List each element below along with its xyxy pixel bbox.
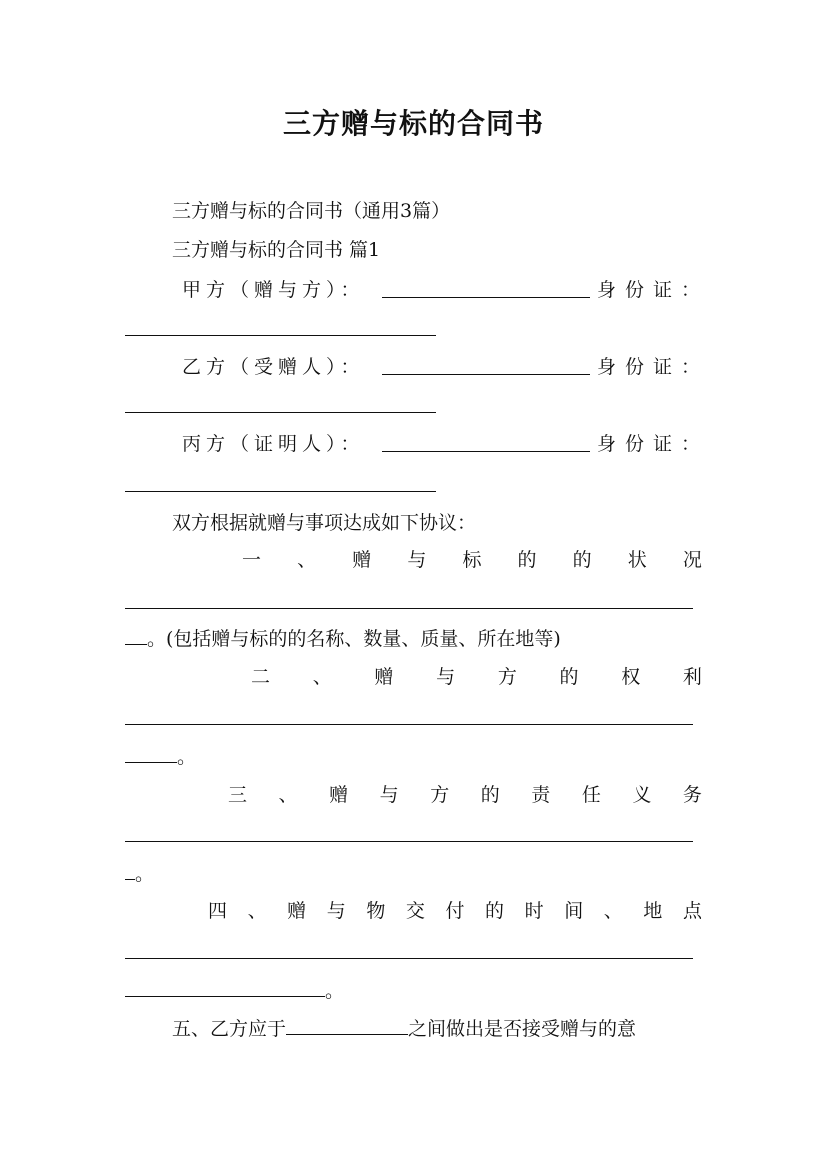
item-4-tail-blank (125, 976, 325, 997)
party-c-label: 丙方（证明人）： (182, 433, 365, 455)
document-subtitle: 三方赠与标的合同书（通用3篇） (172, 200, 451, 222)
item4-char: 赠 (287, 900, 307, 922)
item1-char: 、 (297, 549, 317, 571)
item-4-end: 。 (325, 980, 345, 1002)
item2-char: 的 (559, 666, 579, 688)
item4-char: 交 (405, 900, 425, 922)
item1-char: 标 (462, 549, 482, 571)
party-c-id-label: 身份证： (597, 433, 710, 455)
item4-char: 地 (643, 900, 663, 922)
item-4-blank (125, 958, 693, 959)
item2-char: 方 (497, 666, 517, 688)
part-heading: 三方赠与标的合同书 篇1 (172, 239, 381, 261)
item2-char: 权 (621, 666, 641, 688)
party-a-label: 甲方（赠与方）： (182, 279, 365, 301)
party-c-id-blank (125, 491, 436, 492)
item1-char: 况 (682, 549, 702, 571)
party-c-blank (382, 451, 590, 452)
party-a-blank (382, 297, 590, 298)
item4-char: 、 (603, 900, 623, 922)
item4-char: 点 (682, 900, 702, 922)
document-title: 三方赠与标的合同书 (282, 107, 544, 140)
item4-char: 与 (326, 900, 346, 922)
item-2-heading (251, 662, 702, 692)
party-b-id-label: 身份证： (597, 356, 710, 378)
item4-char: 付 (445, 900, 465, 922)
item4-char: 间 (564, 900, 584, 922)
item-1-tail-blank (125, 624, 147, 645)
item-3-blank (125, 841, 693, 842)
item-2-tail (125, 742, 196, 772)
item-3-tail-blank (125, 859, 135, 880)
item4-char: 物 (366, 900, 386, 922)
item3-char: 任 (581, 784, 601, 806)
item3-char: 三 (228, 784, 248, 806)
item4-char: 的 (485, 900, 505, 922)
item-3-heading (228, 780, 702, 810)
item-1-note: 。(包括赠与标的的名称、数量、质量、所在地等) (147, 628, 561, 650)
party-a-id-blank (125, 335, 436, 336)
item2-char: 与 (436, 666, 456, 688)
party-b-id-blank (125, 412, 436, 413)
item-1-blank (125, 608, 693, 609)
item-1-tail (125, 624, 561, 654)
item3-char: 义 (632, 784, 652, 806)
item3-char: 的 (480, 784, 500, 806)
item1-char: 的 (572, 549, 592, 571)
item-2-blank (125, 724, 693, 725)
item1-char: 与 (407, 549, 427, 571)
item-1-heading (242, 545, 702, 575)
item2-char: 利 (682, 666, 702, 688)
item2-char: 二 (251, 666, 271, 688)
item3-char: 、 (278, 784, 298, 806)
item4-char: 四 (208, 900, 228, 922)
intro-text: 双方根据就赠与事项达成如下协议： (172, 512, 477, 534)
item3-char: 务 (682, 784, 702, 806)
item1-char: 一 (242, 549, 262, 571)
item1-char: 赠 (352, 549, 372, 571)
party-a-id-label: 身份证： (597, 279, 710, 301)
party-b-blank (382, 374, 590, 375)
item4-char: 、 (247, 900, 267, 922)
item3-char: 与 (379, 784, 399, 806)
item3-char: 赠 (329, 784, 349, 806)
item1-char: 的 (517, 549, 537, 571)
item3-char: 方 (430, 784, 450, 806)
item2-char: 赠 (374, 666, 394, 688)
item-5-blank (286, 1014, 408, 1035)
item-5-line (172, 1014, 636, 1044)
item-2-end: 。 (177, 746, 197, 768)
item-3-end: 。 (135, 863, 155, 885)
party-b-label: 乙方（受赠人）： (182, 356, 365, 378)
item-5-pre: 五、乙方应于 (172, 1018, 287, 1040)
item-3-tail (125, 859, 154, 889)
item3-char: 责 (531, 784, 551, 806)
item-4-heading (208, 896, 702, 926)
item1-char: 状 (627, 549, 647, 571)
item-5-post: 之间做出是否接受赠与的意 (408, 1018, 637, 1040)
item-2-tail-blank (125, 742, 177, 763)
item-4-tail (125, 976, 344, 1006)
item2-char: 、 (312, 666, 332, 688)
item4-char: 时 (524, 900, 544, 922)
